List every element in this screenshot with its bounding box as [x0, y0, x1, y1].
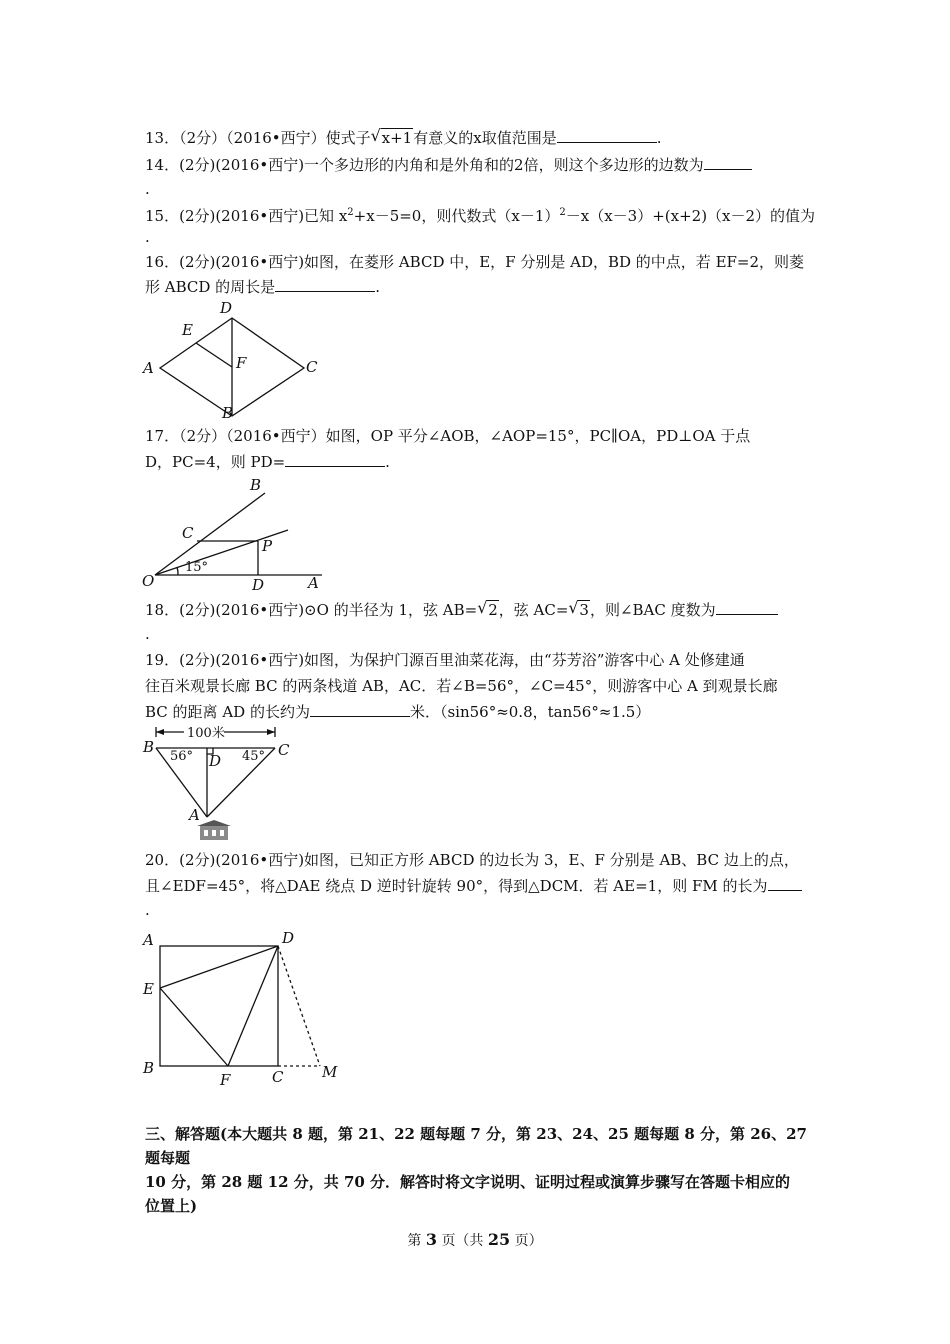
page-number: 3 — [425, 1230, 437, 1249]
question-20-line2: 且∠EDF=45°，将△DAE 绕点 D 逆时针旋转 90°，得到△DCM．若 AE=1，则 FM 的长为 — [145, 876, 802, 896]
segment-ef — [160, 988, 228, 1066]
label-100m: 100米 — [187, 726, 225, 741]
square-abcd — [160, 946, 278, 1066]
ray-ob — [155, 493, 265, 575]
question-17-line2: D，PC=4，则 PD= . — [145, 453, 390, 471]
answer-blank[interactable] — [285, 452, 385, 467]
answer-blank[interactable] — [557, 128, 657, 143]
angle-bisector-figure — [140, 475, 340, 595]
question-18: 18．(2分)(2016•西宁)⊙O 的半径为 1，弦 AB= √ 2，弦 AC= √ 3，则∠BAC 度数为 — [145, 600, 778, 620]
question-15-end: . — [145, 228, 150, 246]
label-a: A — [143, 931, 154, 949]
question-13: 13．（2分）（2016•西宁）使式子 √ x+1有意义的x取值范围是 . — [145, 126, 662, 147]
section-three-heading: 三、解答题(本大题共 8 题，第 21、22 题每题 7 分，第 23、24、25 题每题 8 分，第 26、27 题每题 10 分，第 28 题 12 分，共 70 分．解答时将文字说明、证明过程或演算步骤写在答题卡相应的 位置上) — [145, 1125, 807, 1215]
label-angle-56: 56° — [170, 749, 194, 764]
segment-ed — [160, 946, 278, 988]
label-c: C — [182, 524, 194, 542]
segment-fd — [228, 946, 278, 1066]
question-19-line1: 19．(2分)(2016•西宁)如图，为保护门源百里油菜花海，由“芬芳浴”游客中心 A 处修建通 — [145, 651, 745, 669]
label-a: A — [189, 806, 200, 824]
question-17-line1: 17．（2分）（2016•西宁）如图，OP 平分∠AOB，∠AOP=15°，PC∥OA，PD⊥OA 于点 — [145, 427, 751, 445]
label-o: O — [142, 572, 155, 590]
answer-blank[interactable] — [275, 277, 375, 292]
label-c: C — [278, 741, 290, 759]
label-a: A — [308, 574, 319, 592]
question-19-line2: 往百米观景长廊 BC 的两条栈道 AB，AC．若∠B=56°，∠C=45°，则游客中心 A 到观景长廊 — [145, 677, 778, 695]
label-f: F — [236, 354, 247, 372]
visitor-center-icon — [197, 820, 231, 840]
label-p: P — [262, 537, 273, 555]
label-b: B — [250, 476, 262, 494]
question-14: 14．(2分)(2016•西宁)一个多边形的内角和是外角和的2倍，则这个多边形的边数为 — [145, 155, 752, 175]
label-b: B — [143, 1059, 155, 1077]
sqrt-expression: √ x+1 — [370, 126, 413, 147]
question-19-line3: BC 的距离 AD 的长约为 米．（sin56°≈0.8，tan56°≈1.5） — [145, 703, 651, 721]
corridor-figure — [140, 722, 310, 844]
label-e: E — [182, 321, 193, 339]
answer-blank[interactable] — [716, 600, 778, 615]
rhombus-figure — [140, 298, 330, 423]
segment-dm — [278, 946, 320, 1066]
label-angle-45: 45° — [242, 749, 266, 764]
question-15: 15．(2分)(2016•西宁)已知 $x^2+x-5=0$，则代数式$(x-1)^2-x(x-3)+(x+2)(x-2)$的值为 — [145, 207, 816, 225]
question-20-end: . — [145, 901, 150, 919]
segment-ef — [196, 343, 232, 367]
label-c: C — [272, 1068, 284, 1086]
answer-blank[interactable] — [704, 155, 752, 170]
question-16-line2: 形 ABCD 的周长是 . — [145, 278, 380, 296]
angle-arc — [177, 567, 178, 575]
label-b: B — [143, 738, 155, 756]
answer-blank[interactable] — [768, 876, 802, 891]
sqrt-3: √ 3 — [568, 598, 589, 619]
question-20-line1: 20．(2分)(2016•西宁)如图，已知正方形 ABCD 的边长为 3，E、F 分别是 AB、BC 边上的点， — [145, 851, 799, 869]
total-pages: 25 — [487, 1230, 511, 1249]
label-b: B — [222, 404, 234, 422]
label-d: D — [209, 752, 222, 770]
label-f: F — [220, 1071, 231, 1089]
answer-blank[interactable] — [310, 702, 410, 717]
square-figure — [140, 925, 350, 1090]
sqrt-2: √ 2 — [477, 598, 498, 619]
question-14-end: . — [145, 180, 150, 198]
question-16-line1: 16．(2分)(2016•西宁)如图，在菱形 ABCD 中，E，F 分别是 AD，BD 的中点，若 EF=2，则菱 — [145, 253, 805, 271]
label-angle-15: 15° — [185, 560, 209, 575]
label-e: E — [143, 980, 154, 998]
label-m: M — [322, 1063, 338, 1081]
label-a: A — [143, 359, 154, 377]
page-footer: 第 3 页（共 25 页） — [407, 1230, 543, 1249]
label-c: C — [306, 358, 318, 376]
label-d: D — [252, 576, 265, 594]
label-d: D — [282, 929, 295, 947]
label-d: D — [220, 299, 233, 317]
question-18-end: . — [145, 625, 150, 643]
